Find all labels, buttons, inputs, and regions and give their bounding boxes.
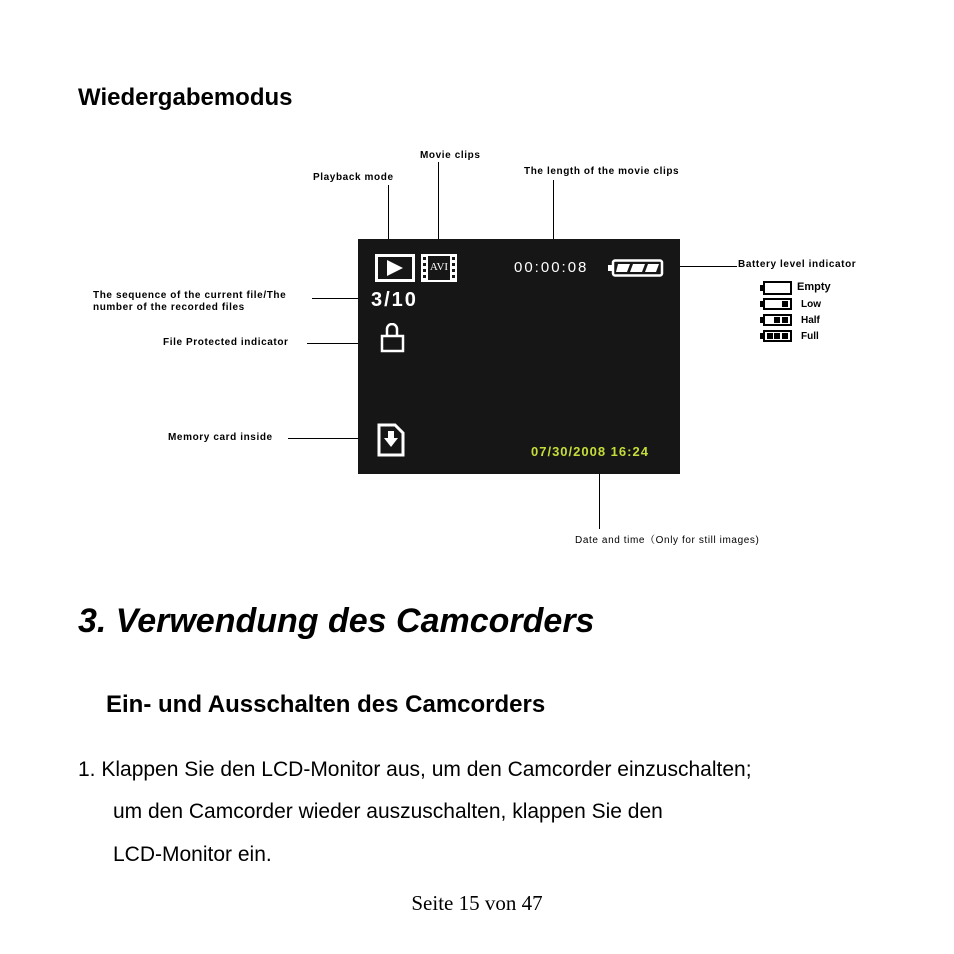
instruction-line-1: 1. Klappen Sie den LCD-Monitor aus, um den Camcorder einzuschalten; [78, 758, 752, 781]
instruction-line-3: LCD-Monitor ein. [113, 843, 272, 866]
callout-sequence-line2: number of the recorded files [93, 302, 245, 313]
elapsed-time: 00:00:08 [514, 259, 589, 276]
battery-full-icon [608, 259, 664, 277]
battery-empty-icon [760, 281, 792, 295]
callout-playback-mode: Playback mode [313, 172, 394, 183]
callout-file-protected: File Protected indicator [163, 337, 289, 348]
callout-movie-length: The length of the movie clips [524, 166, 680, 177]
battery-legend-low: Low [801, 299, 821, 310]
leader-movie-length [553, 180, 554, 240]
chapter-title: 3. Verwendung des Camcorders [78, 602, 595, 640]
leader-memory-card [288, 438, 360, 439]
battery-legend-empty: Empty [797, 281, 831, 293]
memory-card-icon [377, 423, 405, 457]
leader-file-protected [307, 343, 360, 344]
screen-datetime: 07/30/2008 16:24 [531, 444, 649, 459]
file-counter: 3/10 [371, 289, 418, 311]
page-footer: Seite 15 von 47 [411, 891, 543, 915]
callout-memory-card: Memory card inside [168, 432, 273, 443]
instruction-line-2: um den Camcorder wieder auszuschalten, klappen Sie den [113, 800, 663, 823]
play-icon [375, 254, 415, 282]
battery-legend-half: Half [801, 315, 820, 326]
battery-half-icon [760, 314, 792, 326]
section-title: Wiedergabemodus [78, 84, 293, 111]
subsection-title: Ein- und Ausschalten des Camcorders [106, 691, 546, 718]
callout-sequence-line1: The sequence of the current file/The [93, 290, 287, 301]
battery-legend-full: Full [801, 331, 819, 342]
battery-full-legend-icon [760, 330, 792, 342]
callout-battery-indicator: Battery level indicator [738, 259, 857, 270]
callout-movie-clips: Movie clips [420, 150, 481, 161]
callout-date-time: Date and time（Only for still images) [575, 535, 760, 546]
leader-date-time [599, 474, 600, 529]
format-label: AVI [429, 261, 449, 273]
lock-icon [380, 323, 406, 353]
battery-low-icon [760, 298, 792, 310]
